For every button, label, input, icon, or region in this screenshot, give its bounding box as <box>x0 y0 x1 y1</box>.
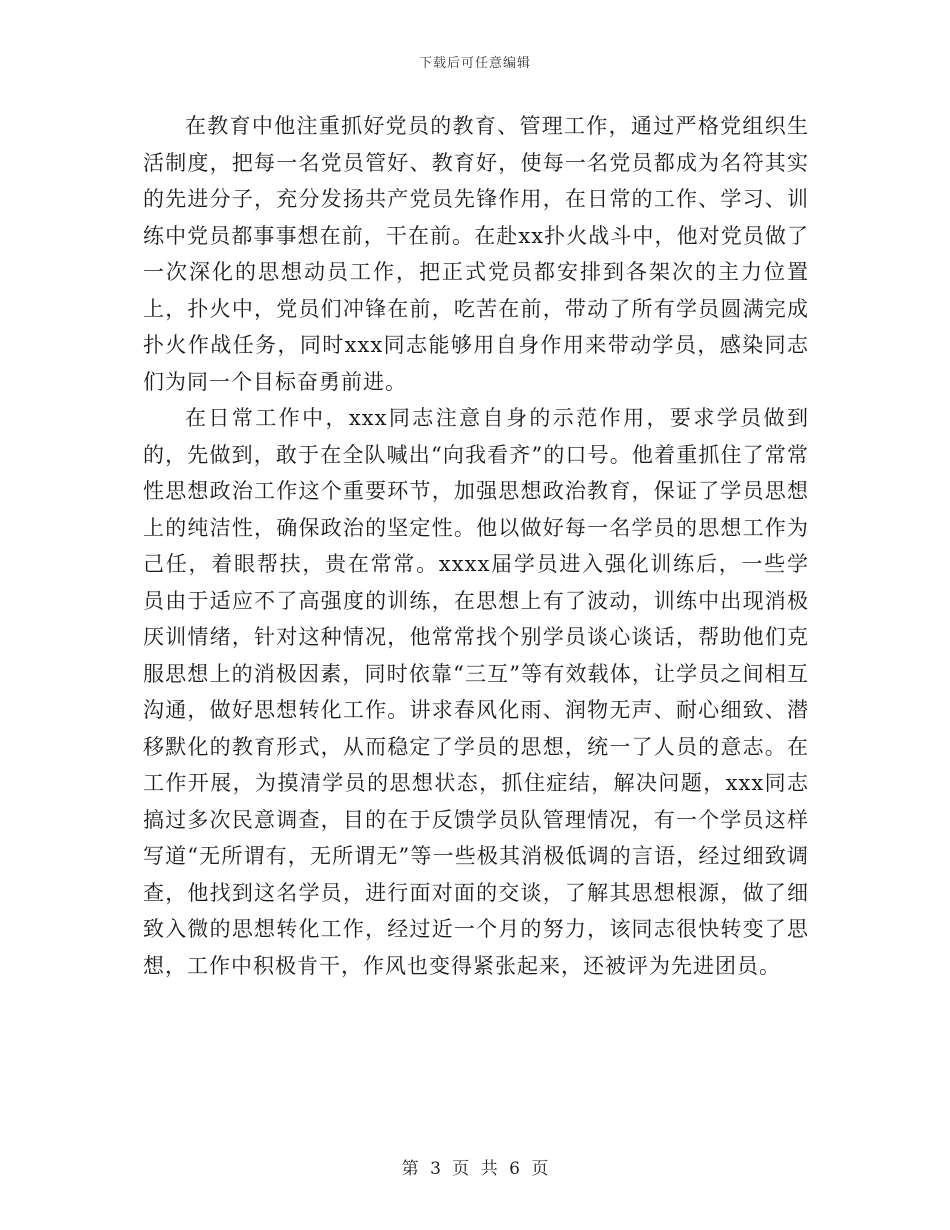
page-label-total: 共 <box>480 1159 498 1179</box>
total-pages-number: 6 <box>509 1159 520 1179</box>
page-label-prefix: 第 <box>401 1159 419 1179</box>
page-label-suffix: 页 <box>531 1159 549 1179</box>
page-label-unit: 页 <box>452 1159 470 1179</box>
paragraph-1: 在教育中他注重抓好党员的教育、管理工作，通过严格党组织生活制度，把每一名党员管好、教育好，使每一名党员都成为名符其实的先进分子，充分发扬共产党员先锋作用，在日常的工作、学习、训练中党员都事事想在前，干在前。在赴xx扑火战斗中，他对党员做了一次深化的思想动员工作，把正式党员都安排到各架次的主力位置上，扑火中，党员们冲锋在前，吃苦在前，带动了所有学员圆满完成扑火作战任务，同时xxx同志能够用自身作用来带动学员，感染同志们为同一个目标奋勇前进。 <box>143 114 809 394</box>
page-header: 下载后可任意编辑 <box>418 56 531 71</box>
document-body <box>143 108 809 984</box>
paragraph-2: 在日常工作中，xxx同志注意自身的示范作用，要求学员做到的，先做到，敢于在全队喊出“向我看齐”的口号。他着重抓住了常常性思想政治工作这个重要环节，加强思想政治教育，保证了学员思想上的纯洁性，确保政治的坚定性。他以做好每一名学员的思想工作为己任，着眼帮扶，贵在常常。xxxx届学员进入强化训练后，一些学员由于适应不了高强度的训练，在思想上有了波动，训练中出现消极厌训情绪，针对这种情况，他常常找个别学员谈心谈话，帮助他们克服思想上的消极因素，同时依靠“三互”等有效载体，让学员之间相互沟通，做好思想转化工作。讲求春风化雨、润物无声、耐心细致、潜移默化的教育形式，从而稳定了学员的思想，统一了人员的意志。在工作开展，为摸清学员的思想状态，抓住症结，解决问题，xxx同志搞过多次民意调查，目的在于反馈学员队管理情况，有一个学员这样写道“无所谓有，无所谓无”等一些极其消极低调的言语，经过细致调查，他找到这名学员，进行面对面的交谈，了解其思想根源，做了细致入微的思想转化工作，经过近一个月的努力，该同志很快转变了思想，工作中积极肯干，作风也变得紧张起来，还被评为先进团员。 <box>143 406 809 978</box>
page-footer <box>0 1154 950 1179</box>
current-page-number: 3 <box>430 1159 441 1179</box>
